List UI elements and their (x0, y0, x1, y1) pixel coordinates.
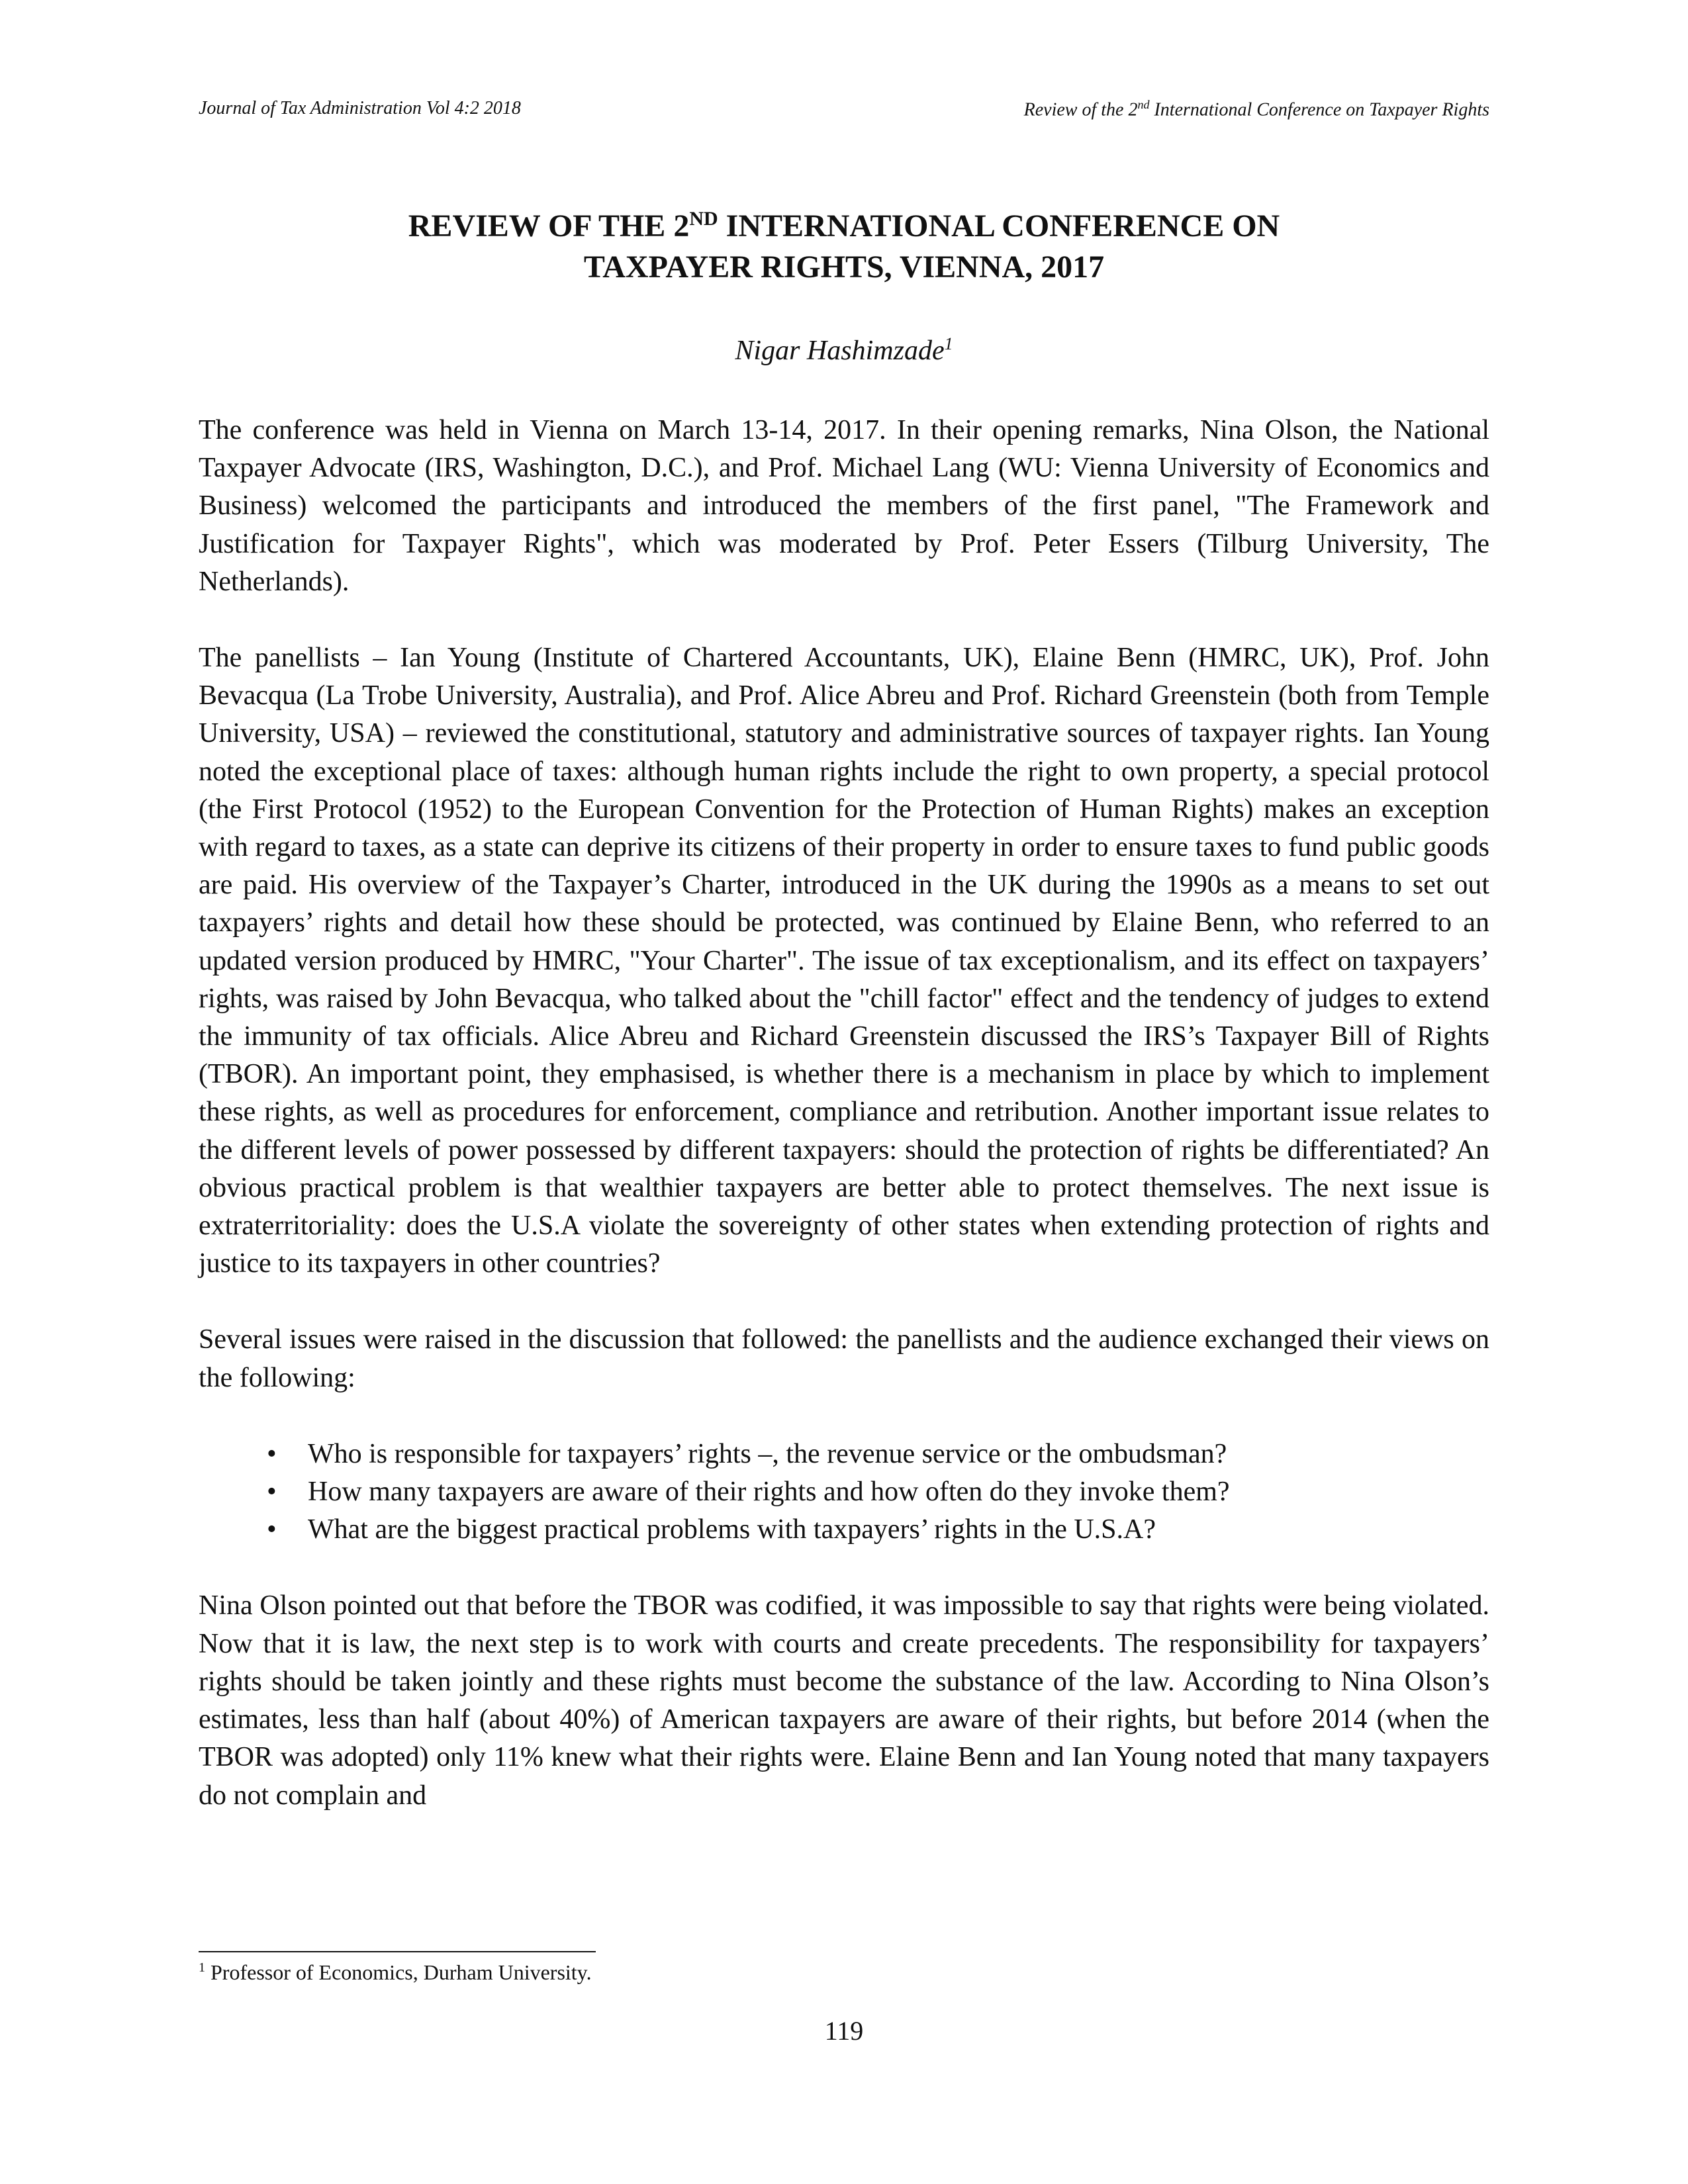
list-item: • Who is responsible for taxpayers’ rights –, the revenue service or the ombudsman? (308, 1435, 1489, 1473)
running-title: Review of the 2nd International Conference on Taxpayer Rights (1023, 98, 1489, 120)
list-item: • What are the biggest practical problems with taxpayers’ rights in the U.S.A? (308, 1511, 1489, 1549)
article-body (199, 412, 1489, 1853)
page-number: 119 (824, 2016, 864, 2046)
article-title (199, 199, 1489, 288)
discussion-bullet-list (199, 1435, 1489, 1549)
footnote-divider (199, 1951, 596, 1952)
paragraph-olson: Nina Olson pointed out that before the TBOR was codified, it was impossible to say that rights were being violated. Now that it is law, the next step is to work with courts and create precedents. The responsibility for taxpayers’ rights should be taken jointly and these rights must become the substance of the law. According to Nina Olson’s estimates, less than half (about 40%) of American taxpayers are aware of their rights, but before 2014 (when the TBOR was adopted) only 11% knew what their rights were. Elaine Benn and Ian Young noted that many taxpayers do not complain and (199, 1590, 1489, 1811)
bullet-icon: • (267, 1438, 277, 1469)
paragraph-opening: The conference was held in Vienna on March 13-14, 2017. In their opening remarks, Nina Olson, the National Taxpayer Advocate (IRS, Washington, D.C.), and Prof. Michael Lang (WU: Vienna University of Economics and Business) welcomed the participants and introduced the members of the first panel, "The Framework and Justification for Taxpayer Rights", which was moderated by Prof. Peter Essers (Tilburg University, The Netherlands). (199, 415, 1489, 597)
title-line-1: REVIEW OF THE 2ND INTERNATIONAL CONFERENCE ON (408, 208, 1280, 244)
author-footnote-mark: 1 (944, 334, 953, 353)
author-byline (199, 334, 1489, 367)
title-line-2: TAXPAYER RIGHTS, VIENNA, 2017 (583, 250, 1105, 285)
footnote-mark: 1 (199, 1960, 205, 1976)
footnote-text: Professor of Economics, Durham University. (211, 1960, 592, 1984)
bullet-icon: • (267, 1514, 277, 1545)
paragraph-discussion-intro: Several issues were raised in the discussion that followed: the panellists and the audience exchanged their views on the following: (199, 1324, 1489, 1393)
author-name: Nigar Hashimzade (735, 336, 945, 366)
list-item: • How many taxpayers are aware of their rights and how often do they invoke them? (308, 1473, 1489, 1511)
paragraph-panellists: The panellists – Ian Young (Institute of Chartered Accountants, UK), Elaine Benn (HMRC, UK), Prof. John Bevacqua (La Trobe University, Australia), and Prof. Alice Abreu and Prof. Richard Greenstein (both from Temple University, USA) – reviewed the constitutional, statutory and administrative sources of taxpayer rights. Ian Young noted the exceptional place of taxes: although human rights include the right to own property, a special protocol (the First Protocol (1952) to the European Convention for the Protection of Human Rights) makes an exception with regard to taxes, as a state can deprive its citizens of their property in order to ensure taxes to fund public goods are paid. His overview of the Taxpayer’s Charter, introduced in the UK during the 1990s as a means to set out taxpayers’ rights and detail how these should be protected, was continued by Elaine Benn, who referred to an updated version produced by HMRC, "Your Charter". The issue of tax exceptionalism, and its effect on taxpayers’ rights, was raised by John Bevacqua, who talked about the "chill factor" effect and the tendency of judges to extend the immunity of tax officials. Alice Abreu and Richard Greenstein discussed the IRS’s Taxpayer Bill of Rights (TBOR). An important point, they emphasised, is whether there is a mechanism in place by which to implement these rights, as well as procedures for enforcement, compliance and retribution. Another important issue relates to the different levels of power possessed by different taxpayers: should the protection of rights be differentiated? An obvious practical problem is that wealthier taxpayers are better able to protect themselves. The next issue is extraterritoriality: does the U.S.A violate the sovereignty of other states when extending protection of rights and justice to its taxpayers in other countries? (199, 643, 1489, 1279)
bullet-icon: • (267, 1477, 277, 1508)
journal-citation: Journal of Tax Administration Vol 4:2 2018 (199, 98, 521, 118)
footnote (199, 1960, 1489, 1985)
